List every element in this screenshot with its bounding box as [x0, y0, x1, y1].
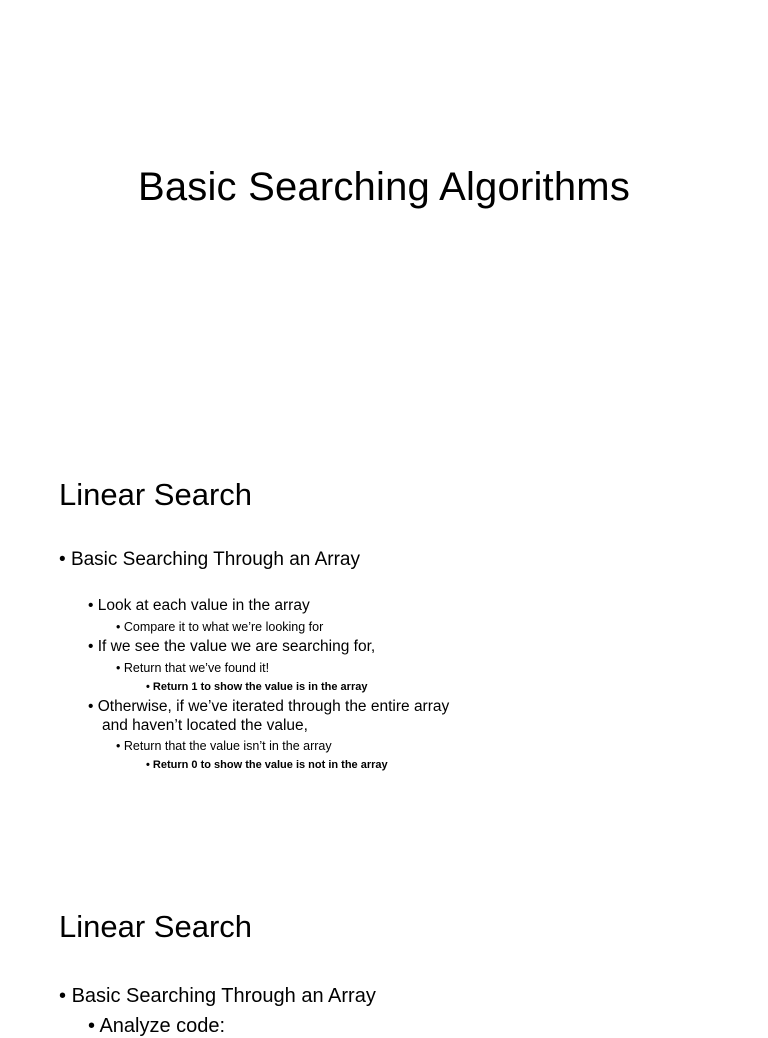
bullet-level-2 — [88, 697, 449, 717]
bullet-text: Basic Searching Through an Array — [70, 549, 360, 570]
bullet-level-1 — [59, 984, 376, 1008]
bullet-level-4 — [146, 680, 367, 694]
bullet-level-2 — [88, 596, 310, 616]
bullet-dot: • — [59, 985, 67, 1007]
linear-search-slide-1 — [0, 432, 768, 864]
bullet-level-4 — [146, 758, 388, 772]
bullet-text: Return that the value isn’t in the array — [123, 739, 332, 753]
bullet-level-2 — [88, 637, 375, 657]
bullet-level-3 — [116, 738, 332, 754]
bullet-text: Otherwise, if we’ve iterated through the entire array — [97, 698, 450, 715]
bullet-dot: • — [116, 661, 121, 675]
bullet-text: Return 1 to show the value is in the array — [152, 681, 368, 693]
bullet-level-3 — [116, 660, 269, 676]
bullet-text: Analyze code: — [99, 1015, 226, 1037]
bullet-text: Compare it to what we’re looking for — [123, 620, 324, 634]
bullet-dot: • — [116, 620, 121, 634]
slide-heading: Linear Search — [59, 909, 253, 944]
bullet-text: Look at each value in the array — [97, 597, 310, 614]
bullet-level-2-partial — [88, 1014, 225, 1038]
bullet-dot: • — [88, 638, 94, 655]
bullet-dot: • — [116, 739, 121, 753]
bullet-level-1 — [59, 548, 360, 572]
linear-search-slide-2 — [0, 864, 768, 1037]
bullet-text: Return 0 to show the value is not in the array — [152, 759, 388, 771]
bullet-dot: • — [88, 597, 94, 614]
bullet-dot: • — [146, 759, 150, 771]
slide-title: Basic Searching Algorithms — [137, 165, 631, 209]
bullet-text: Return that we’ve found it! — [123, 661, 270, 675]
bullet-level-3 — [116, 619, 323, 635]
bullet-dot: • — [146, 681, 150, 693]
bullet-dot: • — [59, 549, 66, 570]
bullet-dot: • — [88, 1015, 96, 1037]
bullet-text: Basic Searching Through an Array — [71, 985, 376, 1007]
bullet-continuation — [102, 716, 308, 736]
slide-heading: Linear Search — [59, 477, 253, 512]
bullet-text: If we see the value we are searching for, — [97, 638, 376, 655]
title-slide — [0, 0, 768, 432]
bullet-text: and haven’t located the value, — [102, 717, 308, 734]
bullet-dot: • — [88, 698, 94, 715]
